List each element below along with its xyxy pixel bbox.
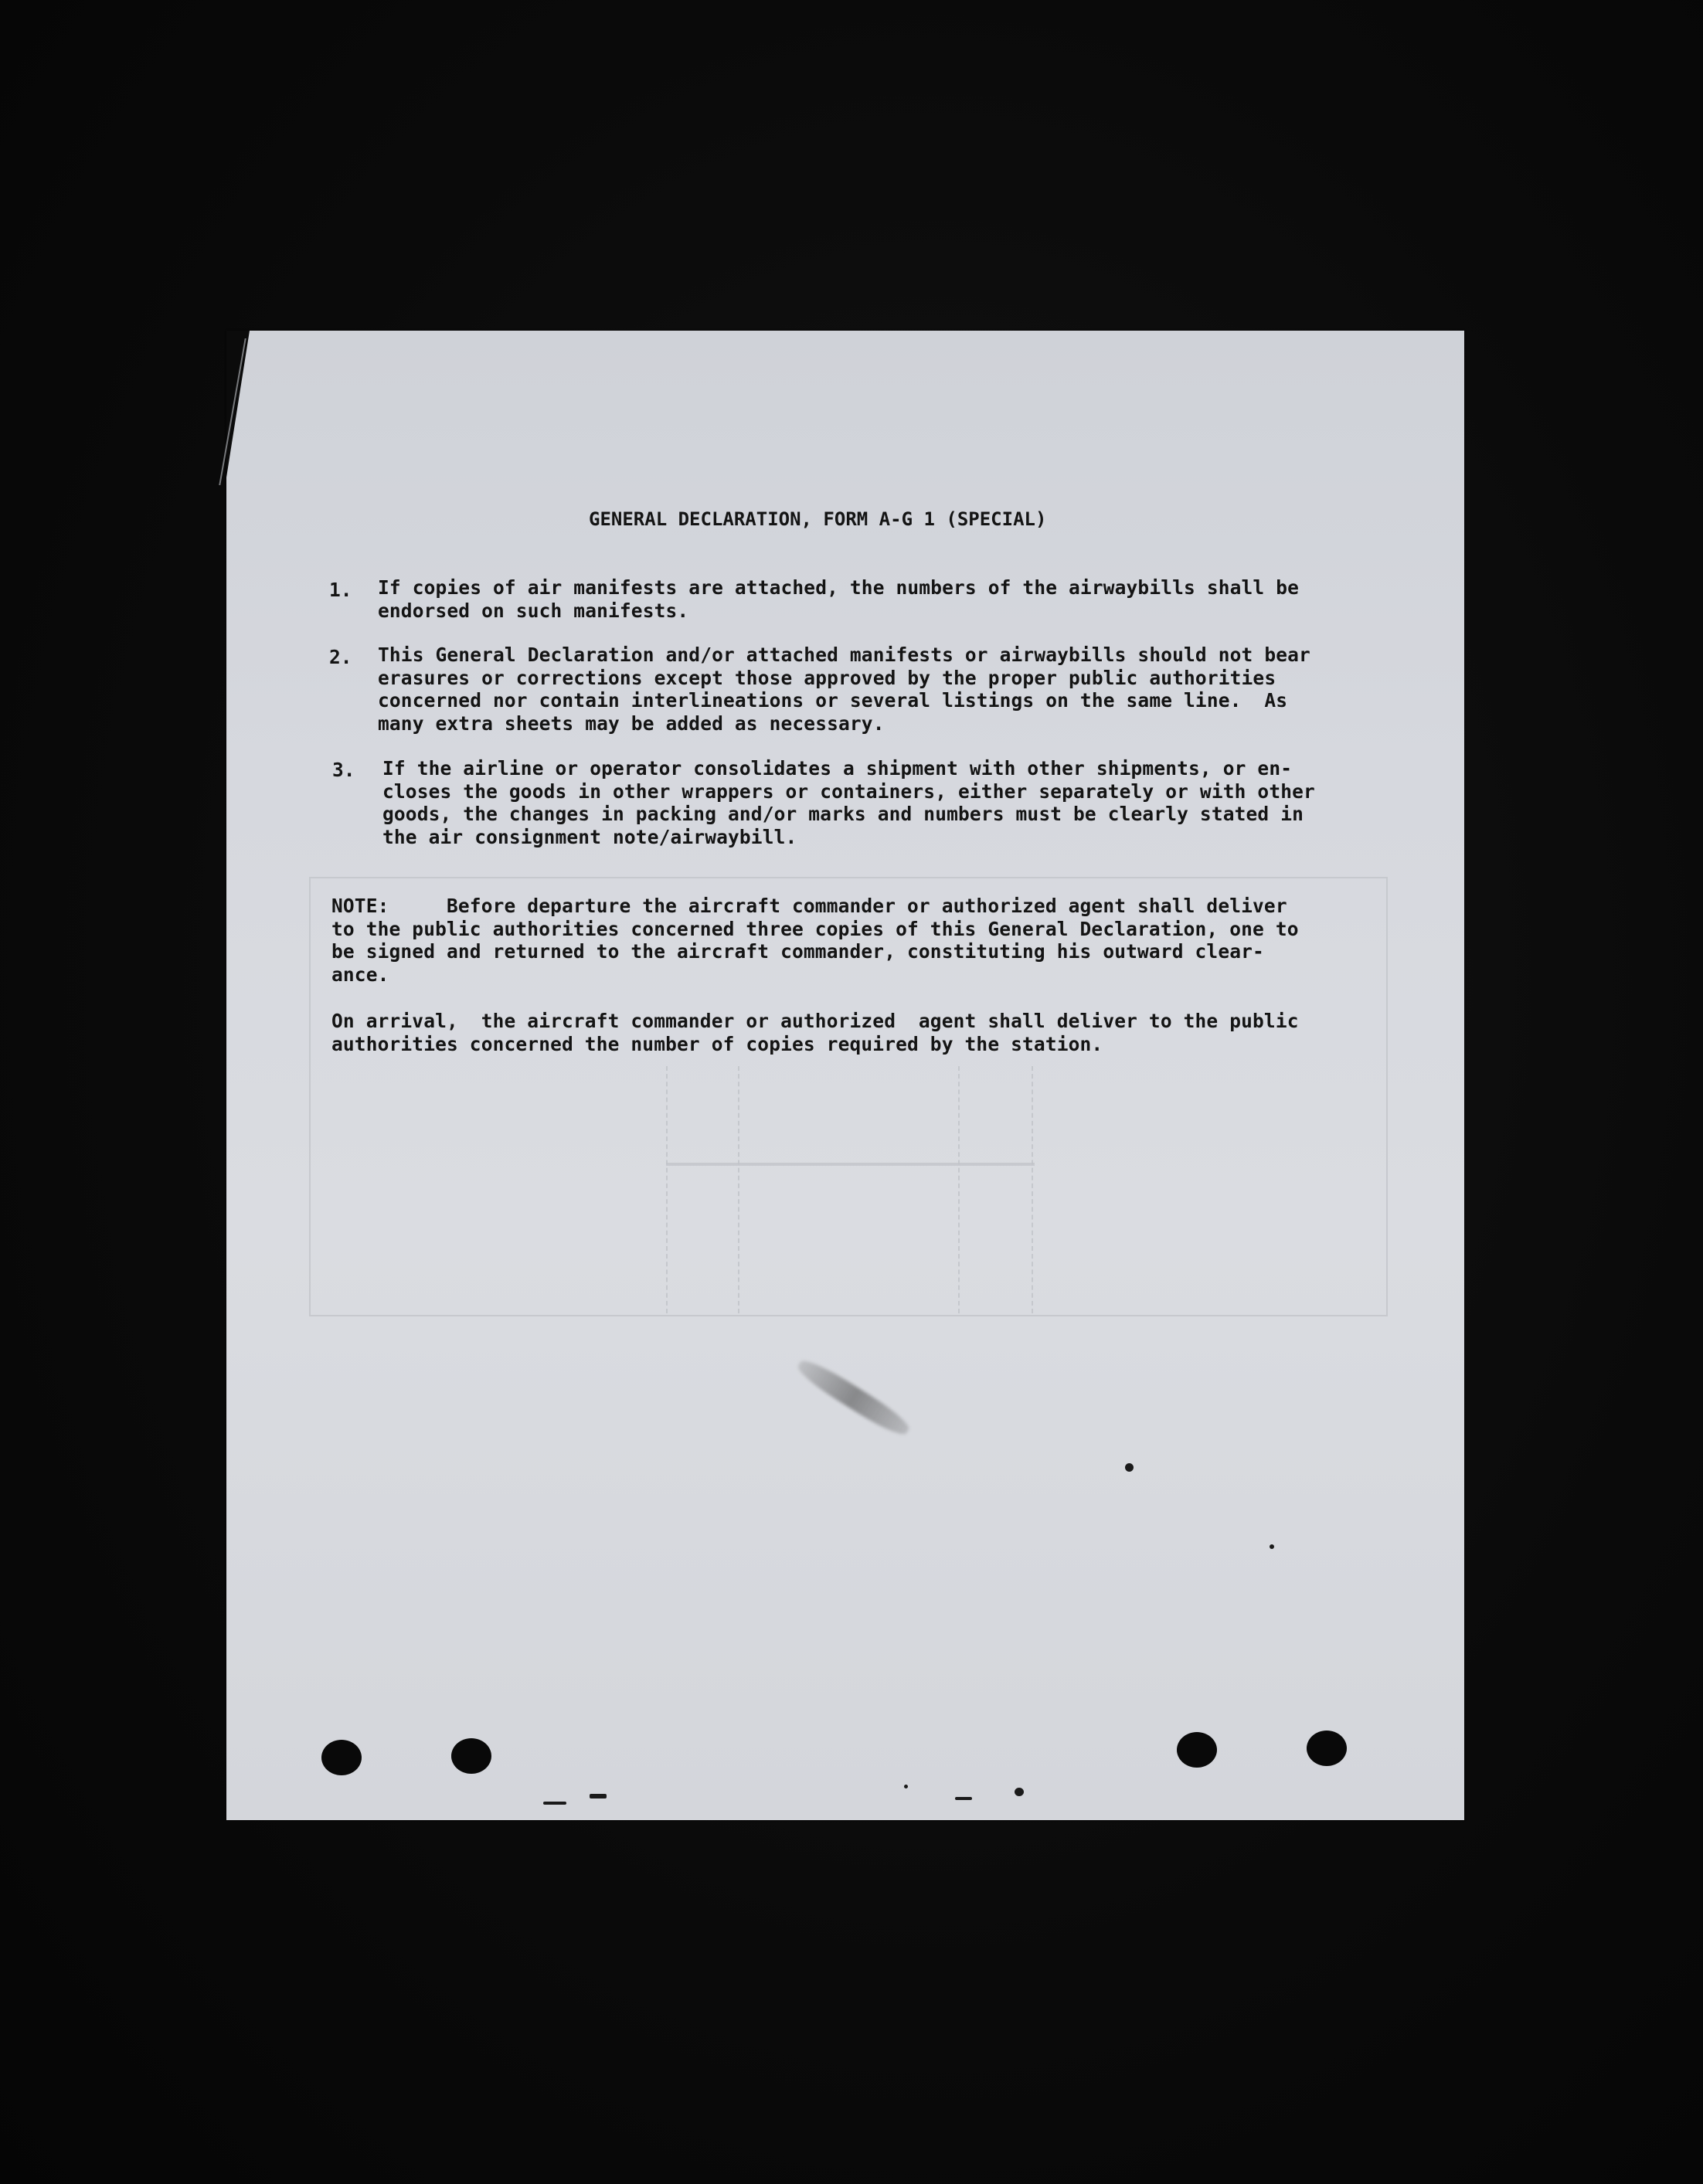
show-through-rule (958, 1066, 960, 1313)
show-through-rule (666, 1163, 1035, 1166)
speck (1015, 1788, 1024, 1796)
speck (543, 1802, 566, 1805)
punch-hole (451, 1738, 491, 1774)
text-line: concerned nor contain interlineations or several listings on the same line. As (378, 689, 1288, 712)
show-through-rule (666, 1066, 668, 1313)
text-line: ance. (331, 963, 389, 986)
item-number: 1. (329, 579, 352, 601)
item-text (378, 576, 1299, 622)
text-line: This General Declaration and/or attached manifests or airwaybills should not bear (378, 644, 1310, 666)
item-text (378, 644, 1310, 735)
text-line: On arrival, the aircraft commander or authorized agent shall deliver to the public (331, 1010, 1299, 1032)
text-line: endorsed on such manifests. (378, 599, 689, 622)
arrival-text (331, 1010, 1299, 1055)
text-line: to the public authorities concerned three copies of this General Declaration, one to (331, 917, 1299, 940)
text-line: If copies of air manifests are attached, the numbers of the airwaybills shall be (378, 576, 1300, 599)
text-line: goods, the changes in packing and/or marks and numbers must be clearly stated in (382, 803, 1304, 825)
speck (1270, 1544, 1274, 1549)
speck (1125, 1463, 1134, 1472)
text-line: erasures or corrections except those approved by the proper public authorities (378, 666, 1276, 689)
form-title: GENERAL DECLARATION, FORM A-G 1 (SPECIAL) (589, 508, 1047, 530)
show-through-rule (738, 1066, 739, 1313)
text-line: be signed and returned to the aircraft commander, constituting his outward clear- (331, 940, 1264, 963)
punch-hole (1177, 1732, 1217, 1768)
speck (904, 1785, 908, 1788)
item-text (382, 757, 1315, 848)
punch-hole (1307, 1731, 1347, 1766)
text-line: NOTE: Before departure the aircraft commander or authorized agent shall deliver (331, 895, 1287, 917)
item-number: 3. (332, 759, 355, 781)
text-line: authorities concerned the number of copies required by the station. (331, 1032, 1103, 1055)
text-line: If the airline or operator consolidates a shipment with other shipments, or en- (382, 757, 1293, 780)
speck (955, 1797, 972, 1800)
text-line: closes the goods in other wrappers or containers, either separately or with other (382, 780, 1315, 803)
text-line: the air consignment note/airwaybill. (382, 825, 797, 848)
item-number: 2. (329, 646, 352, 668)
show-through-rule (1032, 1066, 1033, 1313)
note-text (331, 895, 1299, 986)
punch-hole (321, 1740, 362, 1775)
speck (590, 1794, 607, 1798)
text-line: many extra sheets may be added as necessary. (378, 712, 885, 735)
